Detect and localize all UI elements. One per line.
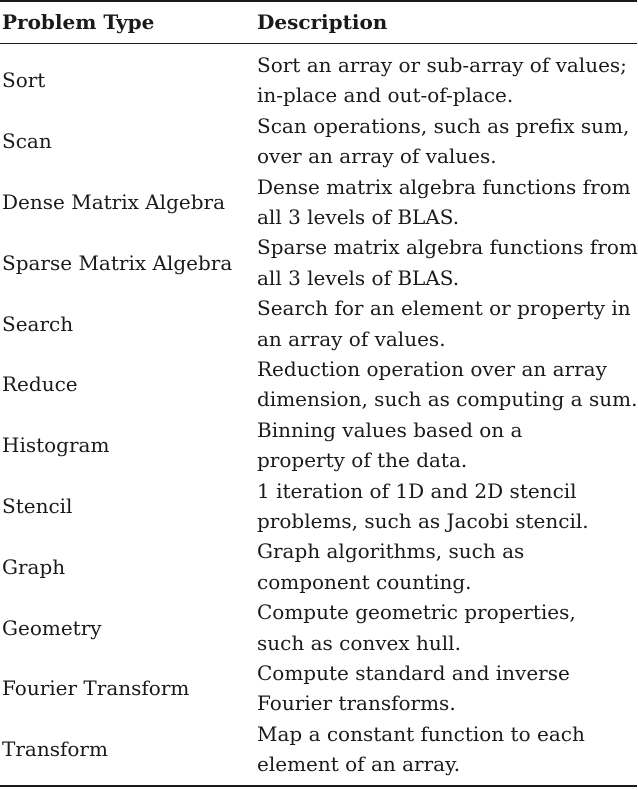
table-row bbox=[0, 476, 637, 537]
row-problem-type: Graph bbox=[2, 554, 66, 579]
row-problem-type: Search bbox=[2, 311, 74, 336]
description-line: Map a constant function to each bbox=[257, 721, 585, 746]
table-row bbox=[0, 232, 637, 293]
table-row bbox=[0, 415, 637, 476]
description-line: dimension, such as computing a sum. bbox=[257, 387, 638, 412]
table-header-rule bbox=[0, 43, 637, 44]
description-line: Graph algorithms, such as bbox=[257, 539, 525, 564]
row-problem-type: Sparse Matrix Algebra bbox=[2, 250, 233, 275]
row-problem-type: Sort bbox=[2, 68, 46, 93]
row-description bbox=[257, 354, 637, 415]
row-problem-type: Scan bbox=[2, 129, 52, 154]
row-description bbox=[257, 597, 637, 658]
table-body bbox=[0, 50, 637, 780]
row-description bbox=[257, 232, 637, 293]
description-line: Compute geometric properties, bbox=[257, 600, 576, 625]
header-description: Description bbox=[257, 10, 388, 34]
table-row bbox=[0, 293, 637, 354]
row-description bbox=[257, 536, 637, 597]
row-description bbox=[257, 50, 637, 111]
row-problem-type: Transform bbox=[2, 737, 108, 762]
row-description bbox=[257, 111, 637, 172]
description-line: Fourier transforms. bbox=[257, 691, 456, 716]
description-line: all 3 levels of BLAS. bbox=[257, 205, 460, 229]
description-line: such as convex hull. bbox=[257, 630, 461, 655]
description-line: Search for an element or property in bbox=[257, 296, 631, 321]
table-row bbox=[0, 536, 637, 597]
description-line: problems, such as Jacobi stencil. bbox=[257, 508, 589, 533]
row-description bbox=[257, 415, 637, 476]
table-row bbox=[0, 658, 637, 719]
description-line: an array of values. bbox=[257, 326, 446, 351]
row-problem-type: Histogram bbox=[2, 433, 110, 458]
description-line: Compute standard and inverse bbox=[257, 660, 570, 685]
header-problem-type: Problem Type bbox=[2, 10, 155, 34]
row-problem-type: Reduce bbox=[2, 372, 78, 397]
description-line: Sort an array or sub-array of values; bbox=[257, 53, 627, 77]
description-line: all 3 levels of BLAS. bbox=[257, 265, 460, 290]
description-line: property of the data. bbox=[257, 448, 468, 473]
row-problem-type: Geometry bbox=[2, 615, 102, 640]
table-row bbox=[0, 50, 637, 111]
table-header bbox=[0, 2, 637, 43]
row-description bbox=[257, 172, 637, 233]
table-bottom-rule bbox=[0, 785, 637, 787]
description-line: in-place and out-of-place. bbox=[257, 83, 514, 108]
row-description bbox=[257, 293, 637, 354]
row-problem-type: Stencil bbox=[2, 493, 73, 518]
description-line: Reduction operation over an array bbox=[257, 356, 607, 381]
description-line: Sparse matrix algebra functions from bbox=[257, 235, 638, 260]
table-row bbox=[0, 172, 637, 233]
description-line: element of an array. bbox=[257, 752, 461, 777]
row-description bbox=[257, 719, 637, 780]
table-row bbox=[0, 111, 637, 172]
row-problem-type: Fourier Transform bbox=[2, 676, 190, 701]
description-line: Scan operations, such as prefix sum, bbox=[257, 113, 630, 138]
row-description bbox=[257, 658, 637, 719]
table-row bbox=[0, 597, 637, 658]
description-line: over an array of values. bbox=[257, 144, 497, 169]
row-problem-type: Dense Matrix Algebra bbox=[2, 189, 226, 214]
row-description bbox=[257, 476, 637, 537]
description-line: 1 iteration of 1D and 2D stencil bbox=[257, 478, 577, 503]
table-row bbox=[0, 719, 637, 780]
description-line: component counting. bbox=[257, 569, 472, 594]
description-line: Binning values based on a bbox=[257, 417, 523, 442]
description-line: Dense matrix algebra functions from bbox=[257, 174, 631, 199]
table-row bbox=[0, 354, 637, 415]
